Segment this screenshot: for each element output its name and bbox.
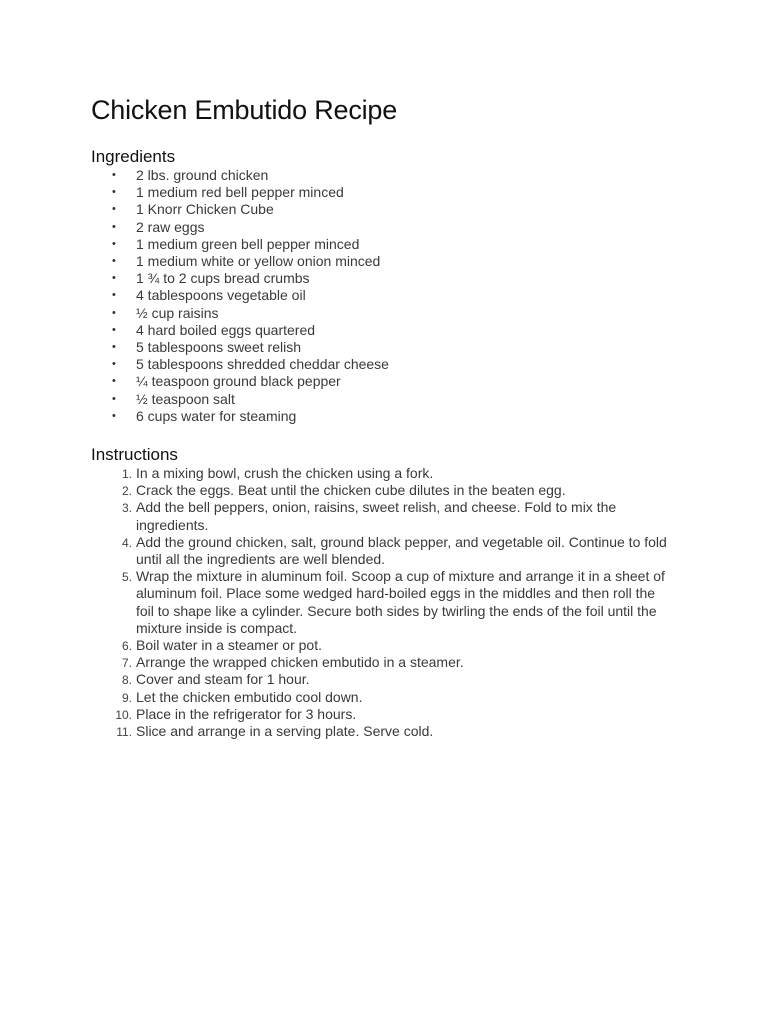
list-item <box>91 356 691 373</box>
ingredient-text: 4 hard boiled eggs quartered <box>136 321 316 338</box>
ingredient-text: 4 tablespoons vegetable oil <box>136 287 306 304</box>
ingredient-text: 1 Knorr Chicken Cube <box>136 201 274 218</box>
ingredient-text: ¼ teaspoon ground black pepper <box>136 373 341 390</box>
ingredient-text: 2 raw eggs <box>136 218 205 235</box>
list-item <box>91 482 671 499</box>
bullet-icon: • <box>112 341 116 354</box>
step-text: Let the chicken embutido cool down. <box>136 688 363 705</box>
bullet-icon: • <box>112 323 116 336</box>
step-text: Cover and steam for 1 hour. <box>136 671 310 688</box>
bullet-icon: • <box>112 186 116 199</box>
list-item <box>91 534 671 568</box>
ingredient-text: ½ cup raisins <box>136 304 219 321</box>
bullet-icon: • <box>112 203 116 216</box>
bullet-icon: • <box>112 358 116 371</box>
list-item <box>91 654 671 671</box>
list-item <box>91 270 691 287</box>
step-text: In a mixing bowl, crush the chicken using a fork. <box>136 465 434 482</box>
ingredient-text: 1 medium red bell pepper minced <box>136 184 344 201</box>
bullet-icon: • <box>112 237 116 250</box>
step-text: Slice and arrange in a serving plate. Serve cold. <box>136 723 434 740</box>
list-item <box>91 373 691 390</box>
list-item <box>91 637 671 654</box>
list-item <box>91 305 691 322</box>
bullet-icon: • <box>112 375 116 388</box>
list-item <box>91 706 671 723</box>
step-number: 3. <box>121 501 132 516</box>
list-item <box>91 391 691 408</box>
step-text: Crack the eggs. Beat until the chicken cube dilutes in the beaten egg. <box>136 482 566 499</box>
ingredient-text: 2 lbs. ground chicken <box>136 167 269 183</box>
bullet-icon: • <box>112 392 116 405</box>
step-text: Wrap the mixture in aluminum foil. Scoop a cup of mixture and arrange it in a sheet of aluminum foil. Place some wedged hard-boiled eggs in the middles and then roll the foil to shape like a cylinder. Secure both sides by twirling the ends of the foil until the mixture inside is compact. <box>136 568 665 636</box>
ingredient-text: 5 tablespoons shredded cheddar cheese <box>136 356 389 373</box>
step-number: 11. <box>116 725 132 740</box>
step-text: Place in the refrigerator for 3 hours. <box>136 705 357 722</box>
list-item <box>91 499 671 533</box>
step-number: 7. <box>121 656 132 671</box>
step-number: 8. <box>121 673 132 688</box>
ingredient-text: 1 medium green bell pepper minced <box>136 235 360 252</box>
list-item <box>91 465 671 482</box>
step-number: 4. <box>121 535 132 550</box>
instructions-list <box>91 465 691 740</box>
step-number: 9. <box>121 690 132 705</box>
list-item <box>91 322 691 339</box>
list-item <box>91 253 691 270</box>
ingredients-list <box>91 167 691 425</box>
bullet-icon: • <box>112 272 116 285</box>
ingredient-text: 1 medium white or yellow onion minced <box>136 253 381 270</box>
bullet-icon: • <box>112 220 116 233</box>
bullet-icon: • <box>112 255 116 268</box>
list-item <box>91 201 691 218</box>
ingredient-text: 5 tablespoons sweet relish <box>136 339 301 356</box>
ingredients-heading: Ingredients <box>91 147 176 166</box>
list-item <box>91 723 671 740</box>
list-item <box>91 167 691 184</box>
step-number: 2. <box>121 484 132 499</box>
list-item <box>91 671 671 688</box>
instructions-heading: Instructions <box>91 445 178 465</box>
ingredient-text: 1 ¾ to 2 cups bread crumbs <box>136 270 310 287</box>
page-title: Chicken Embutido Recipe <box>91 95 398 125</box>
ingredient-text: 6 cups water for steaming <box>136 407 297 424</box>
list-item <box>91 236 691 253</box>
list-item <box>91 339 691 356</box>
bullet-icon: • <box>112 306 116 319</box>
list-item <box>91 219 691 236</box>
step-text: Boil water in a steamer or pot. <box>136 637 322 654</box>
list-item <box>91 689 671 706</box>
document-page <box>91 93 691 740</box>
bullet-icon: • <box>112 409 116 422</box>
bullet-icon: • <box>112 169 116 181</box>
ingredient-text: ½ teaspoon salt <box>136 390 235 407</box>
step-number: 10. <box>115 707 132 722</box>
step-text: Add the bell peppers, onion, raisins, sweet relish, and cheese. Fold to mix the ingredients. <box>136 499 617 533</box>
step-text: Arrange the wrapped chicken embutido in a steamer. <box>136 654 464 671</box>
step-number: 1. <box>121 467 132 482</box>
list-item <box>91 568 671 637</box>
step-text: Add the ground chicken, salt, ground black pepper, and vegetable oil. Continue to fold until all the ingredients are well blended. <box>136 533 667 568</box>
list-item <box>91 408 691 425</box>
step-number: 5. <box>121 570 132 585</box>
list-item <box>91 184 691 201</box>
list-item <box>91 287 691 304</box>
step-number: 6. <box>121 639 132 654</box>
bullet-icon: • <box>112 289 116 302</box>
